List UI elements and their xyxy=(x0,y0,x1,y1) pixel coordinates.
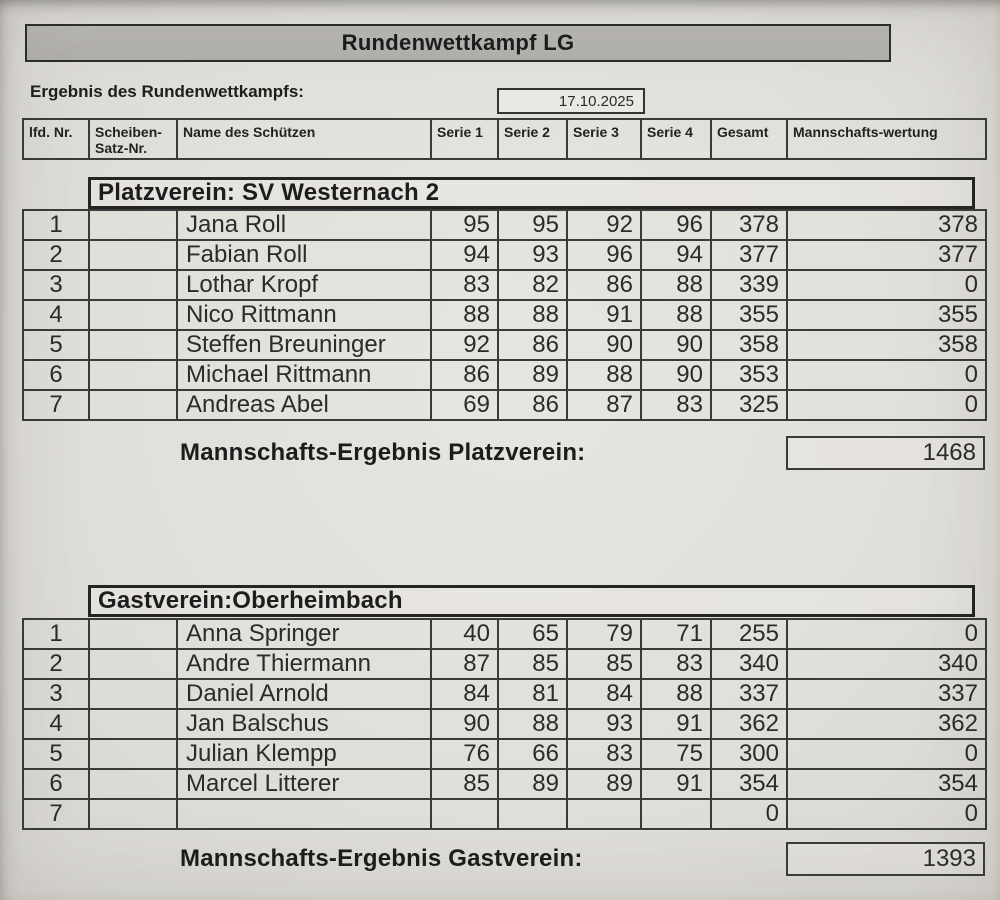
col-header-serie-4: Serie 4 xyxy=(641,119,711,159)
cell-serie-1: 83 xyxy=(431,270,498,300)
table-row xyxy=(23,739,986,769)
cell-serie-1: 69 xyxy=(431,390,498,420)
cell-shooter-name: Nico Rittmann xyxy=(177,300,431,330)
gastverein-total-row xyxy=(22,842,985,878)
platzverein-title-text: Platzverein: SV Westernach 2 xyxy=(98,179,440,206)
cell-shooter-name: Lothar Kropf xyxy=(177,270,431,300)
cell-serie-1: 95 xyxy=(431,210,498,240)
team-total-value: 1468 xyxy=(922,439,976,466)
result-caption: Ergebnis des Rundenwettkampfs: xyxy=(30,82,304,101)
cell-serie-3: 89 xyxy=(567,769,641,799)
cell-mannschaftswertung: 377 xyxy=(787,240,986,270)
cell-scheiben-satz-nr xyxy=(89,649,177,679)
cell-mannschaftswertung: 337 xyxy=(787,679,986,709)
cell-serie-2: 82 xyxy=(498,270,567,300)
header-row xyxy=(23,119,986,159)
cell-lfd-nr: 1 xyxy=(23,210,89,240)
cell-lfd-nr: 5 xyxy=(23,330,89,360)
cell-gesamt: 255 xyxy=(711,619,787,649)
section-title-gastverein xyxy=(88,585,975,617)
cell-serie-3: 93 xyxy=(567,709,641,739)
cell-mannschaftswertung: 355 xyxy=(787,300,986,330)
cell-shooter-name: Fabian Roll xyxy=(177,240,431,270)
cell-gesamt: 378 xyxy=(711,210,787,240)
cell-serie-2: 66 xyxy=(498,739,567,769)
cell-mannschaftswertung: 0 xyxy=(787,739,986,769)
cell-gesamt: 340 xyxy=(711,649,787,679)
cell-serie-2: 95 xyxy=(498,210,567,240)
cell-serie-1 xyxy=(431,799,498,829)
cell-shooter-name: Jana Roll xyxy=(177,210,431,240)
cell-serie-3: 84 xyxy=(567,679,641,709)
section-title-platzverein xyxy=(88,177,975,209)
cell-serie-2: 65 xyxy=(498,619,567,649)
table-row xyxy=(23,679,986,709)
cell-shooter-name: Julian Klempp xyxy=(177,739,431,769)
cell-scheiben-satz-nr xyxy=(89,330,177,360)
cell-serie-2: 93 xyxy=(498,240,567,270)
cell-serie-4: 75 xyxy=(641,739,711,769)
cell-gesamt: 377 xyxy=(711,240,787,270)
cell-shooter-name: Jan Balschus xyxy=(177,709,431,739)
column-header-row xyxy=(22,118,987,160)
team-total-value-box xyxy=(786,436,985,470)
col-header-name: Name des Schützen xyxy=(177,119,431,159)
cell-gesamt: 355 xyxy=(711,300,787,330)
col-header-gesamt: Gesamt xyxy=(711,119,787,159)
cell-serie-1: 86 xyxy=(431,360,498,390)
cell-serie-3: 83 xyxy=(567,739,641,769)
cell-serie-1: 90 xyxy=(431,709,498,739)
document-title: Rundenwettkampf LG xyxy=(341,30,575,55)
cell-serie-3: 92 xyxy=(567,210,641,240)
gastverein-title-text: Gastverein:Oberheimbach xyxy=(98,587,403,614)
cell-serie-4: 91 xyxy=(641,769,711,799)
cell-mannschaftswertung: 358 xyxy=(787,330,986,360)
cell-gesamt: 353 xyxy=(711,360,787,390)
cell-serie-4: 83 xyxy=(641,649,711,679)
cell-mannschaftswertung: 340 xyxy=(787,649,986,679)
cell-shooter-name: Andreas Abel xyxy=(177,390,431,420)
team-total-label: Mannschafts-Ergebnis Platzverein: xyxy=(180,439,586,466)
cell-scheiben-satz-nr xyxy=(89,769,177,799)
cell-gesamt: 337 xyxy=(711,679,787,709)
cell-gesamt: 354 xyxy=(711,769,787,799)
col-header-serie-2: Serie 2 xyxy=(498,119,567,159)
cell-shooter-name: Steffen Breuninger xyxy=(177,330,431,360)
cell-mannschaftswertung: 0 xyxy=(787,270,986,300)
table-row xyxy=(23,769,986,799)
cell-serie-2: 88 xyxy=(498,709,567,739)
date-field xyxy=(497,88,645,114)
cell-lfd-nr: 6 xyxy=(23,769,89,799)
cell-scheiben-satz-nr xyxy=(89,799,177,829)
table-row xyxy=(23,240,986,270)
cell-gesamt: 0 xyxy=(711,799,787,829)
table-row xyxy=(23,390,986,420)
cell-serie-2: 89 xyxy=(498,360,567,390)
cell-serie-3 xyxy=(567,799,641,829)
table-row xyxy=(23,360,986,390)
col-header-lfd-nr: lfd. Nr. xyxy=(23,119,89,159)
cell-serie-1: 85 xyxy=(431,769,498,799)
table-row xyxy=(23,709,986,739)
cell-lfd-nr: 3 xyxy=(23,270,89,300)
cell-scheiben-satz-nr xyxy=(89,390,177,420)
cell-gesamt: 339 xyxy=(711,270,787,300)
cell-serie-3: 90 xyxy=(567,330,641,360)
scheiben-line2: Satz-Nr. xyxy=(95,140,148,156)
cell-shooter-name xyxy=(177,799,431,829)
cell-mannschaftswertung: 354 xyxy=(787,769,986,799)
cell-shooter-name: Marcel Litterer xyxy=(177,769,431,799)
cell-lfd-nr: 1 xyxy=(23,619,89,649)
cell-scheiben-satz-nr xyxy=(89,300,177,330)
cell-scheiben-satz-nr xyxy=(89,210,177,240)
cell-scheiben-satz-nr xyxy=(89,240,177,270)
cell-serie-4: 90 xyxy=(641,360,711,390)
scheiben-line1: Scheiben- xyxy=(95,124,162,140)
cell-mannschaftswertung: 0 xyxy=(787,799,986,829)
cell-serie-1: 92 xyxy=(431,330,498,360)
cell-gesamt: 325 xyxy=(711,390,787,420)
cell-serie-4: 88 xyxy=(641,270,711,300)
cell-lfd-nr: 5 xyxy=(23,739,89,769)
cell-serie-1: 88 xyxy=(431,300,498,330)
cell-serie-4: 88 xyxy=(641,300,711,330)
cell-scheiben-satz-nr xyxy=(89,709,177,739)
cell-serie-2 xyxy=(498,799,567,829)
cell-gesamt: 362 xyxy=(711,709,787,739)
cell-serie-3: 96 xyxy=(567,240,641,270)
table-row xyxy=(23,210,986,240)
col-header-serie-1: Serie 1 xyxy=(431,119,498,159)
cell-serie-2: 88 xyxy=(498,300,567,330)
cell-serie-3: 88 xyxy=(567,360,641,390)
team-total-value-box xyxy=(786,842,985,876)
cell-serie-1: 84 xyxy=(431,679,498,709)
cell-lfd-nr: 7 xyxy=(23,390,89,420)
cell-serie-3: 87 xyxy=(567,390,641,420)
cell-mannschaftswertung: 0 xyxy=(787,619,986,649)
cell-mannschaftswertung: 0 xyxy=(787,360,986,390)
cell-scheiben-satz-nr xyxy=(89,679,177,709)
cell-serie-1: 40 xyxy=(431,619,498,649)
cell-lfd-nr: 2 xyxy=(23,649,89,679)
cell-serie-4: 91 xyxy=(641,709,711,739)
cell-serie-2: 85 xyxy=(498,649,567,679)
cell-serie-2: 81 xyxy=(498,679,567,709)
cell-gesamt: 358 xyxy=(711,330,787,360)
cell-serie-3: 79 xyxy=(567,619,641,649)
platzverein-total-row xyxy=(22,436,985,472)
cell-mannschaftswertung: 378 xyxy=(787,210,986,240)
cell-scheiben-satz-nr xyxy=(89,619,177,649)
cell-gesamt: 300 xyxy=(711,739,787,769)
cell-serie-1: 76 xyxy=(431,739,498,769)
cell-serie-4: 88 xyxy=(641,679,711,709)
cell-serie-2: 86 xyxy=(498,390,567,420)
cell-serie-4: 71 xyxy=(641,619,711,649)
cell-lfd-nr: 3 xyxy=(23,679,89,709)
cell-lfd-nr: 2 xyxy=(23,240,89,270)
table-row xyxy=(23,799,986,829)
cell-serie-3: 86 xyxy=(567,270,641,300)
cell-lfd-nr: 7 xyxy=(23,799,89,829)
table-row xyxy=(23,300,986,330)
table-row xyxy=(23,330,986,360)
col-header-serie-3: Serie 3 xyxy=(567,119,641,159)
table-row xyxy=(23,649,986,679)
table-row xyxy=(23,619,986,649)
col-header-scheiben-satz-nr xyxy=(89,119,177,159)
platzverein-table xyxy=(22,209,987,421)
cell-serie-4: 90 xyxy=(641,330,711,360)
cell-scheiben-satz-nr xyxy=(89,360,177,390)
cell-scheiben-satz-nr xyxy=(89,270,177,300)
cell-lfd-nr: 4 xyxy=(23,300,89,330)
cell-serie-3: 91 xyxy=(567,300,641,330)
cell-lfd-nr: 4 xyxy=(23,709,89,739)
cell-shooter-name: Michael Rittmann xyxy=(177,360,431,390)
cell-serie-1: 87 xyxy=(431,649,498,679)
cell-serie-4: 94 xyxy=(641,240,711,270)
cell-mannschaftswertung: 362 xyxy=(787,709,986,739)
cell-shooter-name: Daniel Arnold xyxy=(177,679,431,709)
document-title-bar xyxy=(25,24,891,62)
cell-serie-4 xyxy=(641,799,711,829)
cell-shooter-name: Anna Springer xyxy=(177,619,431,649)
cell-mannschaftswertung: 0 xyxy=(787,390,986,420)
team-total-label: Mannschafts-Ergebnis Gastverein: xyxy=(180,845,583,872)
cell-serie-1: 94 xyxy=(431,240,498,270)
gastverein-table xyxy=(22,618,987,830)
table-row xyxy=(23,270,986,300)
cell-shooter-name: Andre Thiermann xyxy=(177,649,431,679)
team-total-value: 1393 xyxy=(922,845,976,872)
cell-serie-4: 96 xyxy=(641,210,711,240)
cell-lfd-nr: 6 xyxy=(23,360,89,390)
cell-serie-3: 85 xyxy=(567,649,641,679)
cell-scheiben-satz-nr xyxy=(89,739,177,769)
col-header-mannschaftswertung: Mannschafts-wertung xyxy=(787,119,986,159)
cell-serie-2: 86 xyxy=(498,330,567,360)
cell-serie-4: 83 xyxy=(641,390,711,420)
date-value: 17.10.2025 xyxy=(558,92,634,110)
cell-serie-2: 89 xyxy=(498,769,567,799)
